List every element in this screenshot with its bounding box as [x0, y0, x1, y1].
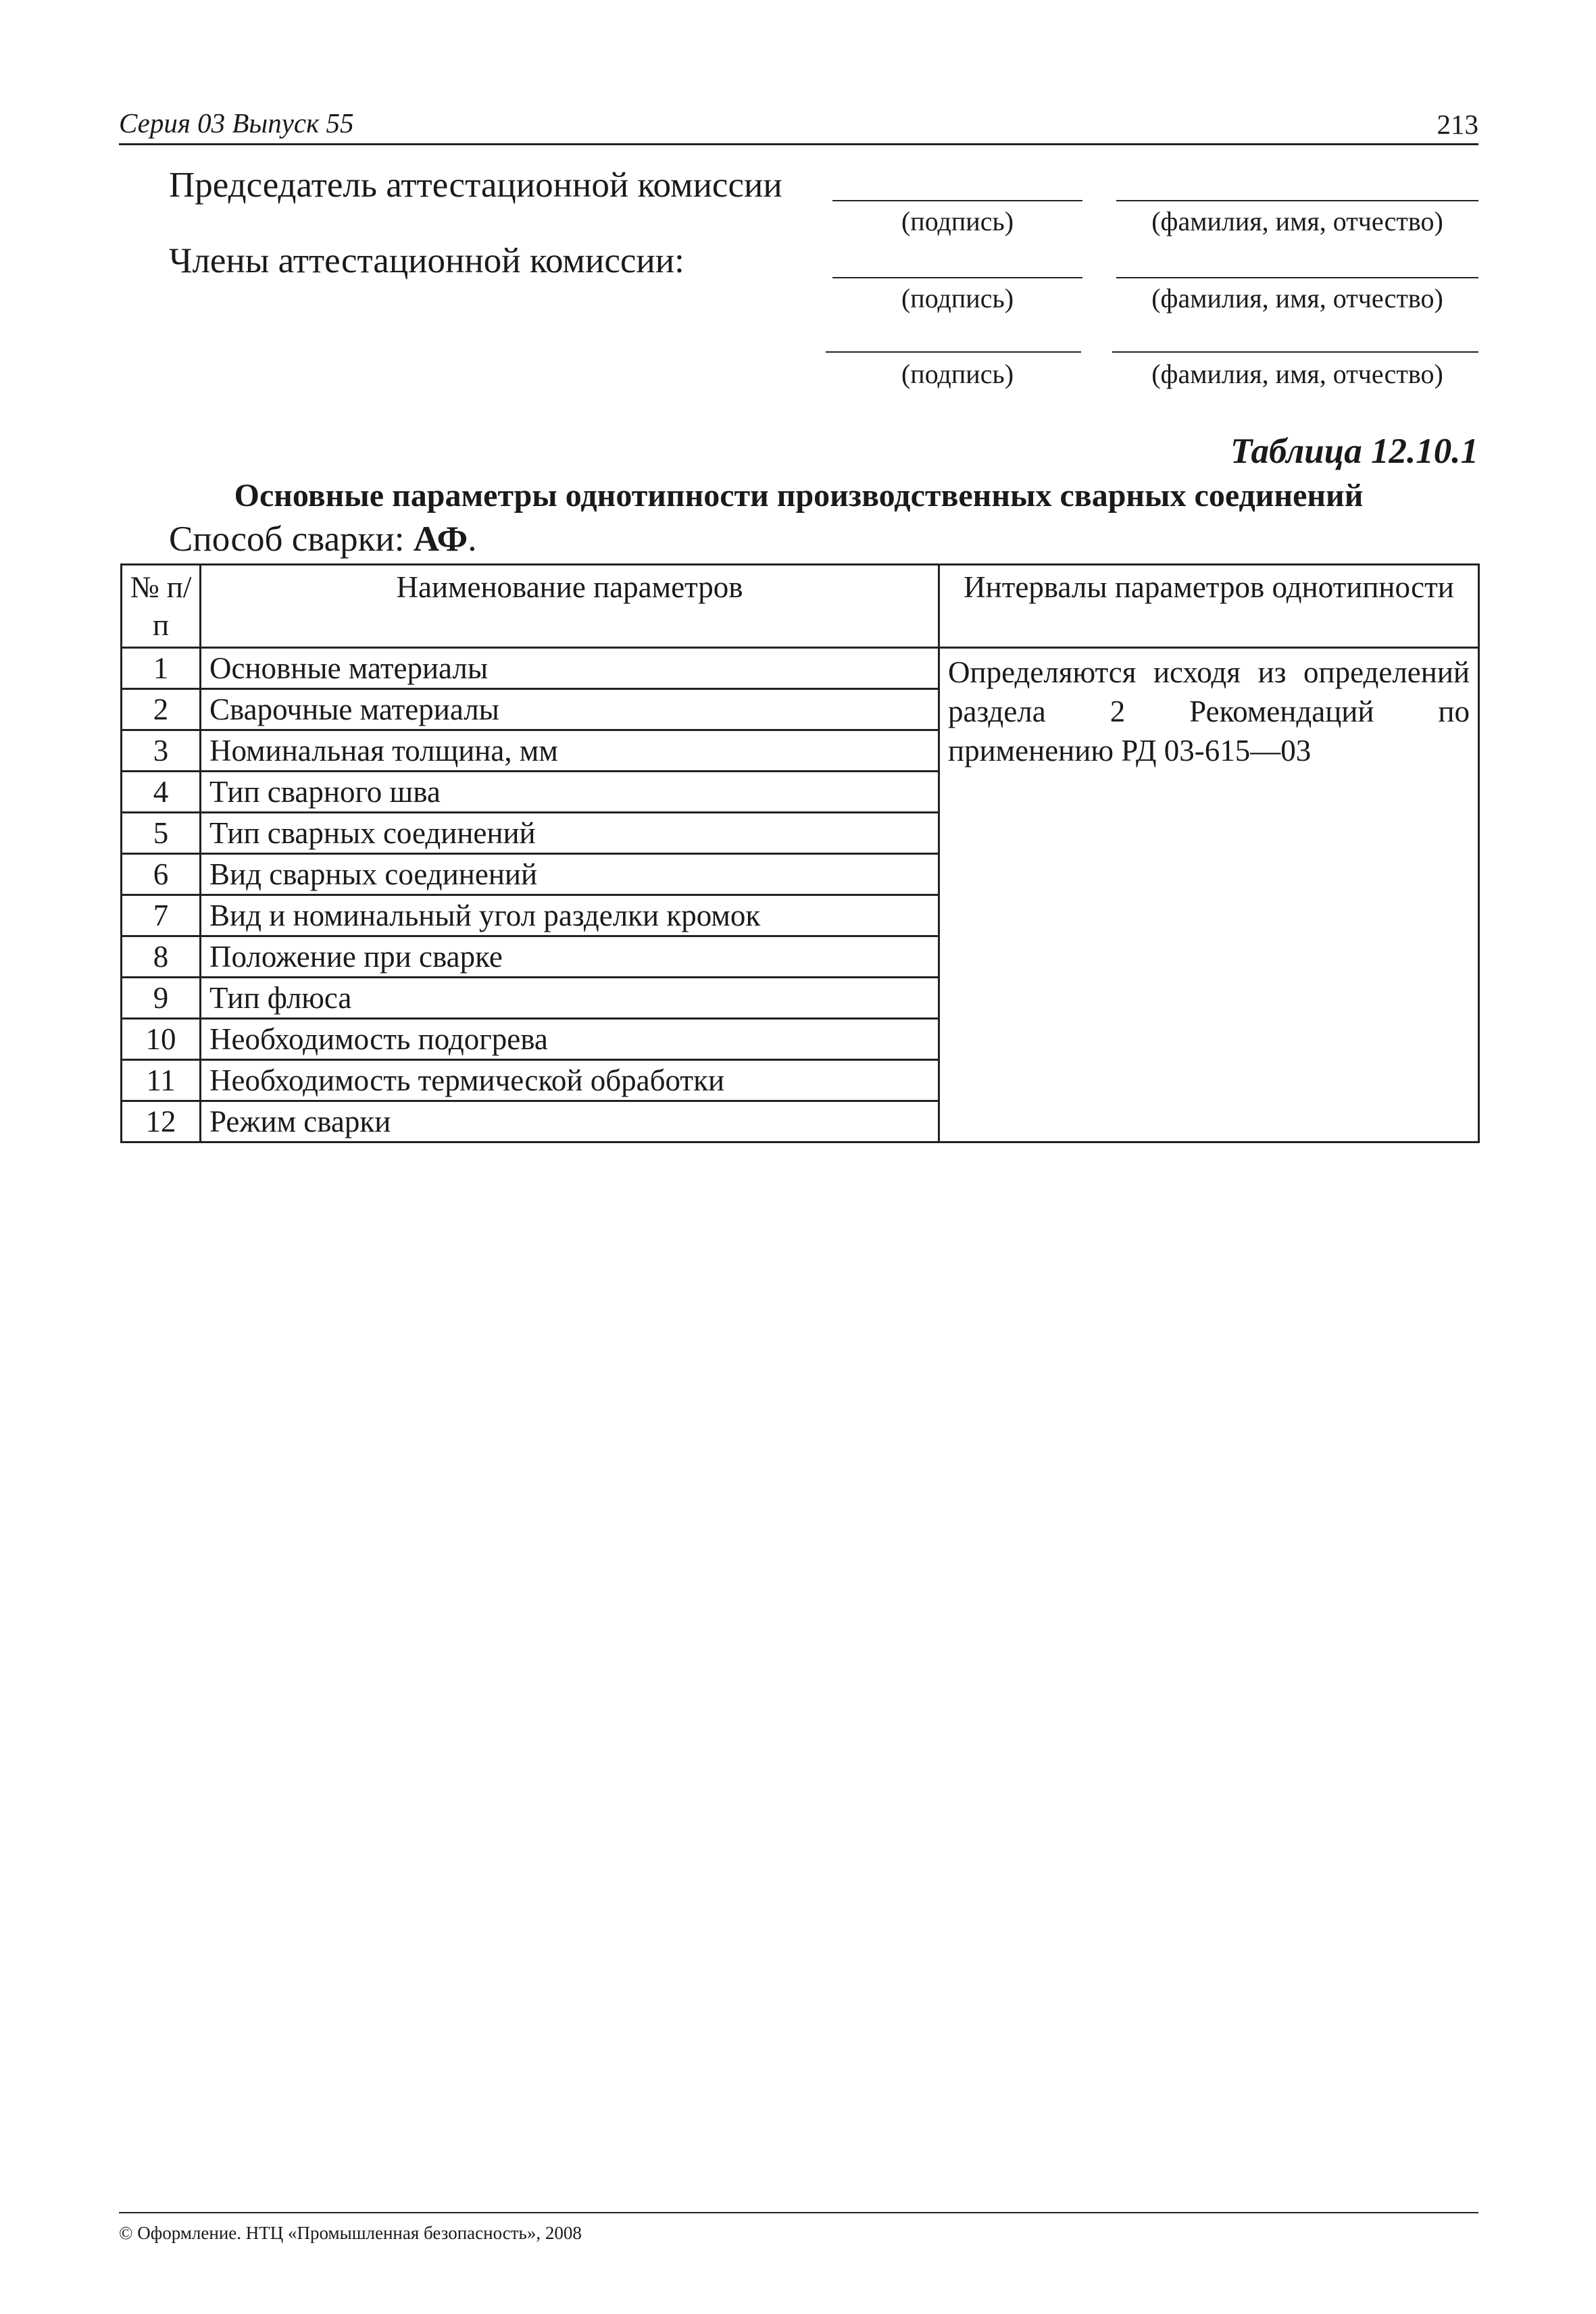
row-num: 10 — [122, 1019, 201, 1060]
row-name: Тип сварного шва — [201, 772, 939, 813]
chairman-name-line — [1116, 200, 1478, 201]
row-num: 9 — [122, 978, 201, 1019]
row-num: 5 — [122, 813, 201, 854]
footer-copyright: © Оформление. НТЦ «Промышленная безопасность», 2008 — [119, 2223, 582, 2243]
welding-method-label: Способ сварки: — [169, 520, 414, 559]
member2-signature-line — [826, 351, 1081, 353]
interval-cell: Определяются исходя из определений раздела 2 Рекомендаций по применению РД 03-615—03 — [939, 648, 1479, 1142]
page-number: 213 — [1437, 109, 1478, 140]
member2-signature-caption: (подпись) — [901, 359, 1014, 389]
row-num: 6 — [122, 854, 201, 895]
chairman-signature-line — [832, 200, 1082, 201]
row-num: 2 — [122, 689, 201, 730]
row-name: Тип флюса — [201, 978, 939, 1019]
row-name: Номинальная толщина, мм — [201, 730, 939, 772]
row-name: Необходимость термической обработки — [201, 1060, 939, 1101]
series-header: Серия 03 Выпуск 55 — [119, 107, 354, 139]
row-num: 1 — [122, 648, 201, 689]
row-name: Необходимость подогрева — [201, 1019, 939, 1060]
table-row — [122, 648, 1479, 689]
welding-method-value: АФ — [413, 520, 468, 559]
row-name: Положение при сварке — [201, 936, 939, 978]
row-name: Тип сварных соединений — [201, 813, 939, 854]
member1-name-line — [1116, 277, 1478, 278]
header-num: № п/п — [122, 565, 201, 648]
member1-signature-line — [832, 277, 1082, 278]
table-header-row — [122, 565, 1479, 648]
row-name: Сварочные материалы — [201, 689, 939, 730]
header-name: Наименование параметров — [201, 565, 939, 648]
row-num: 7 — [122, 895, 201, 936]
row-num: 8 — [122, 936, 201, 978]
row-num: 11 — [122, 1060, 201, 1101]
header-divider — [119, 143, 1478, 145]
table-number: Таблица 12.10.1 — [1230, 432, 1478, 471]
welding-method — [169, 519, 476, 559]
row-name: Основные материалы — [201, 648, 939, 689]
chairman-label: Председатель аттестационной комиссии — [169, 166, 782, 205]
chairman-signature-caption: (подпись) — [901, 206, 1014, 236]
member1-signature-caption: (подпись) — [901, 283, 1014, 313]
row-num: 3 — [122, 730, 201, 772]
table-title: Основные параметры однотипности производственных сварных соединений — [234, 478, 1364, 513]
row-num: 4 — [122, 772, 201, 813]
members-label: Члены аттестационной комиссии: — [169, 241, 684, 280]
row-name: Вид сварных соединений — [201, 854, 939, 895]
row-name: Вид и номинальный угол разделки кромок — [201, 895, 939, 936]
member1-name-caption: (фамилия, имя, отчество) — [1151, 283, 1443, 313]
row-num: 12 — [122, 1101, 201, 1142]
row-name: Режим сварки — [201, 1101, 939, 1142]
member2-name-caption: (фамилия, имя, отчество) — [1151, 359, 1443, 389]
footer-divider — [119, 2212, 1478, 2213]
member2-name-line — [1112, 351, 1478, 353]
chairman-name-caption: (фамилия, имя, отчество) — [1151, 206, 1443, 236]
welding-method-suffix: . — [468, 520, 477, 559]
header-interval: Интервалы параметров однотипности — [939, 565, 1479, 648]
parameters-table — [120, 563, 1480, 1143]
